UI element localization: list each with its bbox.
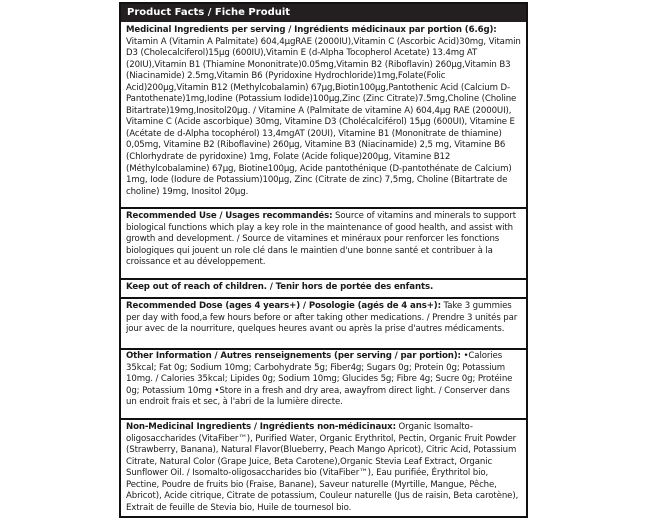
section-divider xyxy=(121,348,526,350)
non-medicinal-ingredients-section xyxy=(121,422,526,516)
warning-section xyxy=(121,282,526,296)
recommended-use-heading: Recommended Use / Usages recommandés: xyxy=(126,211,333,221)
recommended-dose-section xyxy=(121,301,526,347)
keep-out-of-reach-warning: Keep out of reach of children. / Tenir hors de portée des enfants. xyxy=(126,282,434,292)
medicinal-ingredients-heading: Medicinal Ingredients per serving / Ingrédients médicinaux par portion (6.6g): xyxy=(126,25,497,35)
medicinal-ingredients-text: Vitamin A (Vitamin A Palmitate) 604,4µgRAE (2000IU),Vitamin C (Ascorbic Acid)30mg, Vitamin D3 (Cholecalciferol)15µg (600IU),Vitamin E (d-Alpha Tocopherol Acetate) 13.4mg AT (20IU),Vitamin B1 (Thiamine Mononitrate)0.05mg,Vitamin B2 (Riboflavin) 260µg,Vitamin B3 (Niacinamide) 2.5mg,Vitamin B6 (Pyridoxine Hydrochloride)1mg,Folate(Folic Acid)200µg,Vitamin B12 (Methylcobalamin) 67µg,Biotin100µg,Pantothenic Acid (Calcium D-Pantothenate)1mg,Iodine (Potassium Iodide)100µg,Zinc (Zinc Citrate)7.5mg,Choline (Choline Bitartrate)19mg,Inositol20µg. / Vitamine A (Palmitate de vitamine A) 604,4µg RAE (2000UI), Vitamine C (Acide ascorbique) 30mg, Vitamine D3 (Cholécalciférol) 15µg (600UI), Vitamine E (Acétate de d-Alpha tocophérol) 13,4mgAT (20UI), Vitamine B1 (Mononitrate de thiamine) 0,05mg, Vitamine B2 (Riboflavine) 260µg, Vitamine B3 (Niacinamide) 2,5 mg, Vitamine B6 (Chlorhydrate de pyridoxine) 1mg, Folate (Acide folique)200µg, Vitamine B12 (Méthylcobalamine) 67µg, Biotine100µg, Acide pantothénique (D-pantothénate de Calcium) 1mg, Iode (Iodure de Potassium)100µg, Zinc (Citrate de zinc) 7,5mg, Choline (Bitartrate de choline) 19mg, Inositol 20µg. xyxy=(126,36,521,197)
recommended-use-section xyxy=(121,211,526,277)
non-medicinal-ingredients-heading: Non-Medicinal Ingredients / Ingrédients non-médicinaux: xyxy=(126,422,396,432)
panel-title: Product Facts / Fiche Produit xyxy=(121,4,526,22)
medicinal-ingredients-section xyxy=(121,25,526,207)
recommended-dose-heading: Recommended Dose (ages 4 years+) / Posologie (agés de 4 ans+): xyxy=(126,301,441,311)
non-medicinal-ingredients-text: Organic Isomalto-oligosaccharides (VitaFiber™), Purified Water, Organic Erythritol, Pectin, Organic Fruit Powder (Strawberry, Banana), Natural Flavor(Blueberry, Peach Mango Apricot), Citric Acid, Potassium Citrate, Natural Color (Grape Juice, Beta Carotene),Organic Stevia Leaf Extract, Organic Sunflower Oil. / Isomalto-oligosaccharides bio (VitaFiber™), Eau purifiée, Érythritol bio, Pectine, Poudre de fruits bio (Fraise, Banane), Saveur naturelle (Myrtille, Mangue, Pêche, Abricot), Acide citrique, Citrate de potassium, Couleur naturelle (Jus de raisin, Beta carotène), Extrait de feuille de Stevia bio, Huile de tournesol bio. xyxy=(126,422,519,513)
section-divider xyxy=(121,418,526,420)
section-divider xyxy=(121,207,526,209)
other-information-section xyxy=(121,351,526,417)
other-information-text: •Calories 35kcal; Fat 0g; Sodium 10mg; Carbohydrate 5g; Fiber4g; Sugars 0g; Protein 0g; Potassium 10mg. / Calories 35kcal; Lipides 0g; Sodium 10mg; Glucides 5g; Fibre 4g; Sucre 0g; Protéine 0g; Potassium 10mg •Store in a fresh and dry area, awayfrom direct light. / Conserver dans un endroit frais et sec, à l'abri de la lumière directe. xyxy=(126,351,513,408)
section-divider xyxy=(121,297,526,299)
section-divider xyxy=(121,278,526,280)
recommended-dose-text: Take 3 gummies per day with food,a few hours before or after taking other medications. / Prendre 3 unités par jour avec de la nourriture, quelques heures avant ou après la prise d'autres médicaments. xyxy=(126,301,518,335)
product-facts-panel xyxy=(119,2,528,518)
other-information-heading: Other Information / Autres renseignements (per serving / par portion): xyxy=(126,351,461,361)
recommended-use-text: Source of vitamins and minerals to support biological functions which play a key role in the maintenance of good health, and assist with growth and development. / Source de vitamines et minéraux pour renforcer les fonctions biologiques qui jouent un role clé dans le maintien d'une bonne santé et contribuer à la croissance et au développement. xyxy=(126,211,516,268)
